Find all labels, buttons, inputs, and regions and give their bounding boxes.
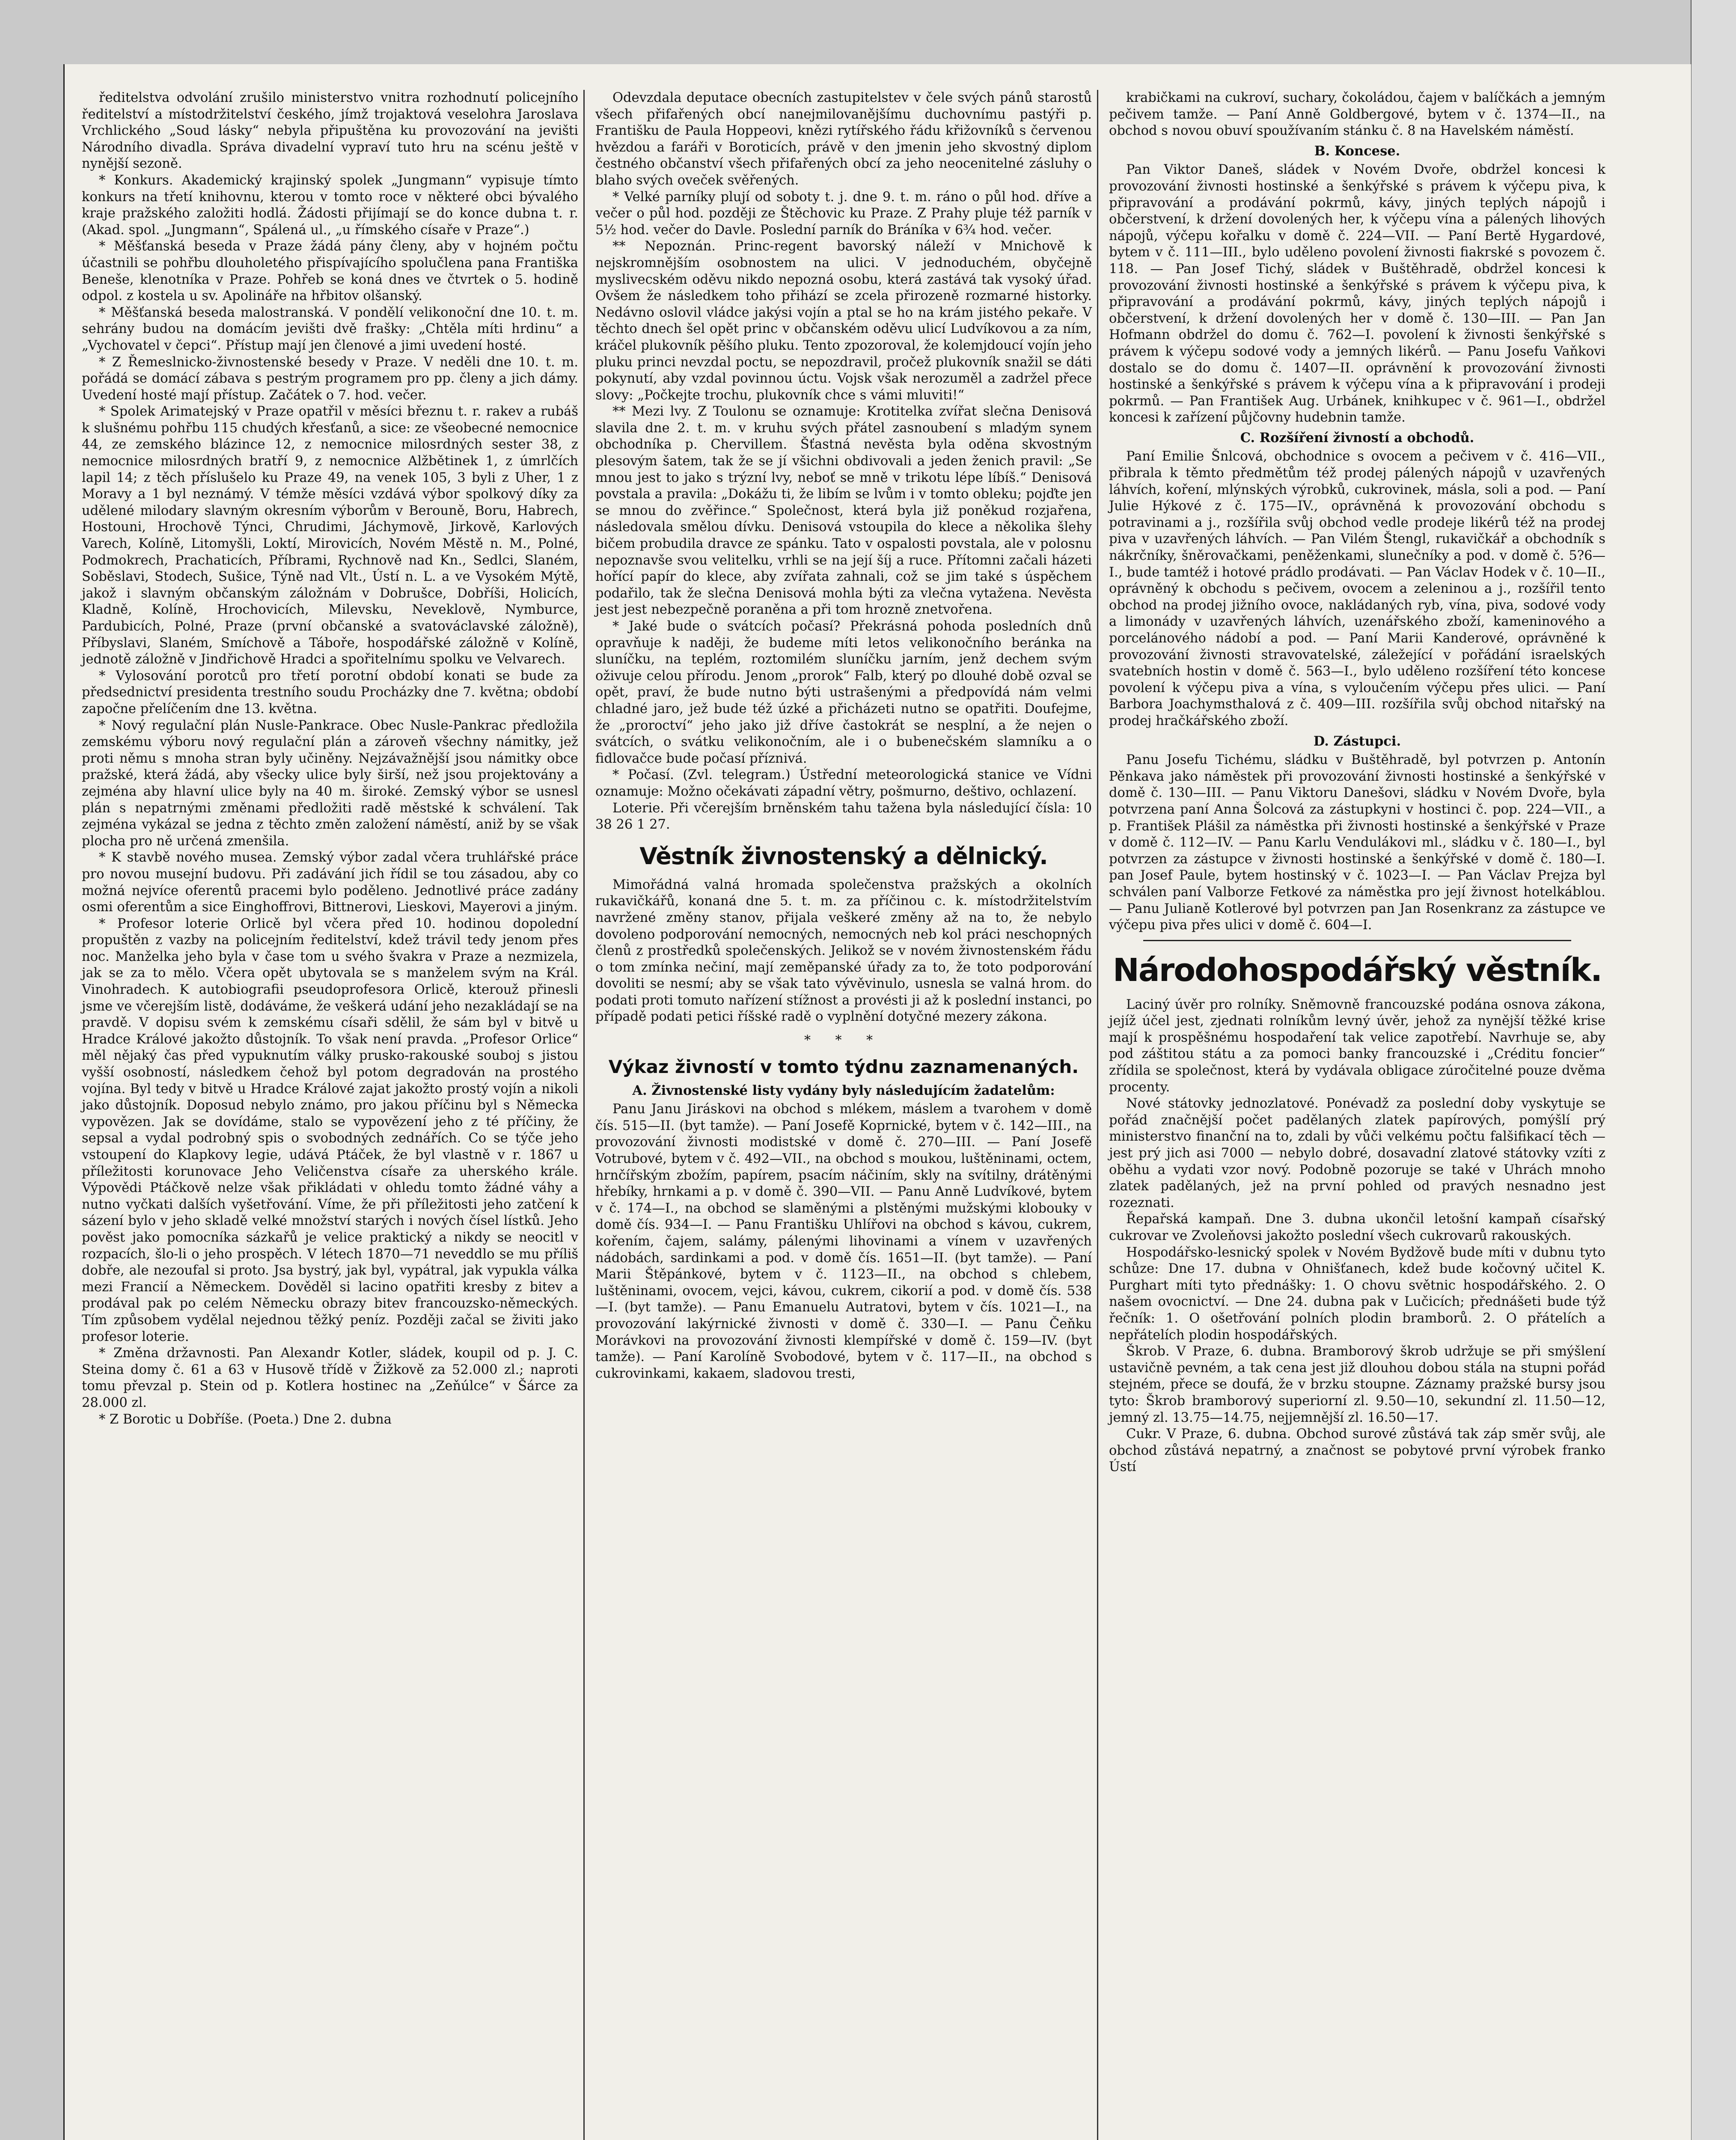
- paragraph: * Konkurs. Akademický krajinský spolek „Jungmann“ vypisuje tímto konkurs na třetí knihovnu, kterou v tomto roce v některé obci bývalého kraje pražského založiti hodlá. Žádosti přijímají se do konce dubna t. r. (Akad. spol. „Jungmann“, Spálená ul., „u římského císaře v Praze“.): [82, 172, 578, 238]
- paragraph: Paní Emilie Šnlcová, obchodnice s ovocem a pečivem v č. 416—VII., přibrala k těmto předmětům též prodej pálených nápojů v uzavřených láhvích, koření, mlýnských výrobků, cukrovinek, másla, soli a pod. — Paní Julie Hýkové z č. 175—IV., oprávněná k provozování obchodu s potravinami a j., rozšířila svůj obchod vedle prodeje likérů též na prodej piva v uzavřených láhvích. — Pan Vilém Štengl, rukavičkář a obchodník s nákrčníky, šněrovačkami, peněženkami, slunečníky a pod. v domě č. 5?6—I., bude tamtéž i hotové prádlo prodávati. — Pan Václav Hodek v č. 10—II., oprávněný k obchodu s pečivem, ovocem a zeleninou a j., rozšířil tento obchod na prodej jižního ovoce, nakládaných ryb, vína, piva, sodové vody a limonády v uzavřených láhvích, uzenářského zboží, kameninového a porcelánového nádobí a pod. — Paní Marii Kanderové, oprávněné k provozování živnosti stravovatelské, záležející v pořádání israelských svatebních hostin v domě č. 563—I., bylo uděleno rozšíření této koncese povolení k výčepu piva a vína, s vyloučením výčepu přes ulici. — Paní Barbora Joachymsthalová z č. 409—III. rozšířila svůj obchod nitařský na prodej hračkářského zboží.: [1109, 449, 1605, 728]
- paragraph: * Počasí. (Zvl. telegram.) Ústřední meteorologická stanice ve Vídni oznamuje: Možno očekávati západní větry, pošmurno, deštivo, ochlazení.: [595, 767, 1092, 799]
- paragraph: * Spolek Arimatejský v Praze opatřil v měsíci březnu t. r. rakev a rubáš k slušnému pohřbu 115 chudých křesťanů, a sice: ze všeobecné nemocnice 44, ze zemského blázince 12, z nemocnice milosrdných sester 38, z nemocnice milosrdných bratří 9, z nemocnice Alžbětinek 1, z úmrlčích lapil 14; z těch příslušelo ku Praze 49, na venek 105, 3 byli z Uher, 1 z Moravy a 1 byl neznámý. V témže měsíci vzdává výbor spolkový díky za udělené milodary slavným okresním výborům v Berouně, Boru, Habrech, Hostouni, Hrochově Týnci, Chrudimi, Jáchymově, Jirkově, Karlových Varech, Kolíně, Litomyšli, Loktí, Mirovicích, Novém Městě n. M., Polné, Podmokrech, Prachaticích, Příbrami, Rychnově nad Kn., Sedlci, Slaném, Soběslavi, Stodech, Sušice, Týně nad Vlt., Ústí n. L. a ve Vysokém Mýtě, jakož i slavným občanským záložnám v Dobrušce, Dobříši, Holicích, Kladně, Kolíně, Hrochovicích, Milevsku, Neveklově, Nymburce, Pardubicích, Polné, Praze (první občanské a svatováclavské záložně), Příbyslavi, Slaném, Smíchově a Táboře, hospodářské záložně v Kolíně, jednotě záložně v Jindřichově Hradci a spořitelnímu spolku ve Velvarech.: [82, 404, 578, 667]
- paragraph: * Změna državnosti. Pan Alexandr Kotler, sládek, koupil od p. J. C. Steina domy č. 61 a 63 v Husově třídě v Žižkově za 52.000 zl.; naproti tomu převzal p. Stein od p. Kotlera hostinec na „Zeňúlce“ v Šárce za 28.000 zl.: [82, 1346, 578, 1410]
- paragraph: Laciný úvěr pro rolníky. Sněmovně francouzské podána osnova zákona, jejíž účel jest, zjednati rolníkům levný úvěr, jehož za nynější těžké krise mají k prospěšnému hospodaření tak velice zapotřebí. Navrhuje se, aby pod záštitou státu a za pomoci banky francouzské i „Créditu foncier“ zřídila se společnost, která by vydávala obligace zúročitelné pouze dvěma procenty.: [1109, 997, 1605, 1095]
- newspaper-page: [63, 64, 1691, 2140]
- column-1: [82, 90, 578, 1428]
- paragraph: ** Mezi lvy. Z Toulonu se oznamuje: Krotitelka zvířat slečna Denisová slavila dne 2. t. m. v kruhu svých přátel zasnoubení s mladým synem obchodníka p. Chervillem. Šťastná nevěsta byla oděna skvostným plesovým šatem, tak že se jí všichni obdivovali a jeden ženich pravil: „Se mnou jest to jako s trýzní lvy, neboť se mně v trikotu lépe líbíš.“ Denisová povstala a pravila: „Dokážu ti, že libím se lvům i v tomto obleku; pojďte jen se mnou do zvěřince.“ Společnost, která byla již poněkud rozjařena, následovala smělou dívku. Denisová vstoupila do klece a několika šlehy bičem probudila dravce ze spánku. Tato v ospalosti povstala, ale v polosnu nepoznavše svou velitelku, vrhli se na její šíj a ruce. Přítomni začali házeti hořící papír do klece, aby zvířata zahnali, což se jim také s úspěchem podařilo, tak že slečna Denisová mohla býti za vlečna vytažena. Nevěsta jest jest nebezpečně poraněna a při tom hrozně znetvořena.: [595, 404, 1092, 618]
- paragraph: * Profesor loterie Orlicě byl včera před 10. hodinou dopolední propuštěn z vazby na policejním ředitelství, kdež trávil tedy jenom přes noc. Manželka jeho byla v čase tom u svého švakra v Praze a nezmizela, jak se za to mělo. Včera opět ubytovala se s manželem svým na Král. Vinohradech. K autobiografii pseudoprofesora Orlicě, kterouž přinesli jsme ve včerejším listě, dodáváme, že veškerá udání jeho nezakládají se na pravdě. V dopisu svém k zemskému císaři sdělil, že sám byl v bitvě u Hradce Králové jakožto důstojník. To však není pravda. „Profesor Orlice“ měl nějaký čas před vypuknutím války prusko-rakouské souboj s jistou vyšší osobností, následkem čehož byl potom degradován na prostého vojína. Byl tedy v bitvě u Hradce Králové zajat jakožto prostý vojín a nikoli jako důstojník. Doposud nebylo známo, pro jakou příčinu byl s Německa vypovězen. Jak se dovídáme, stalo se vypovězení jeho z té příčiny, že sepsal a vydal podrobný spis o svobodných zednářích. Co se týče jeho vstoupení do Klapkovy legie, udává Ptáček, že byl vlastně v r. 1867 u příležitosti korunovace Jeho Veličenstva císaře za uherského krále. Výpovědi Ptáčkově nelze však přikládati v ohledu tomto žádné váhy a nutno vyčkati dalších vyšetřování. Víme, že při příležitosti jeho zatčení k sázení bylo v jeho skladě velké množství starých i nových čísel lístků. Jeho pověst jako pomocníka sázkařů je velice praktický a nikdy se neocitl v rozpacích, šlo-li o jeho prospěch. V létech 1870—71 neveddlo se mu příliš dobře, ale nezoufal si proto. Jsa bystrý, jak byl, vypátral, jak vypukla válka mezi Francií a Německem. Dověděl si lacino opatřiti kresby z bitev a prodával pak po celém Německu obrazy bitev francouzsko-německých. Tím způsobem vydělal nejednou těžký peníz. Později začal se živiti jako profesor loterie.: [82, 916, 578, 1344]
- paragraph: krabičkami na cukroví, suchary, čokoládou, čajem v balíčkách a jemným pečivem tamže. — Paní Anně Goldbergové, bytem v č. 1374—II., na obchod s novou obuví spoužívaním stánku č. 8 na Havelském náměstí.: [1109, 90, 1605, 139]
- paragraph: Řepařská kampaň. Dne 3. dubna ukončil letošní kampaň císařský cukrovar ve Zvoleňovsi jakožto poslední všech cukrovarů rakouských.: [1109, 1212, 1605, 1243]
- section-title-vestnik-zivnostensky: Věstník živnostenský a dělnický.: [639, 842, 1048, 870]
- paragraph: * Měšťanská beseda malostranská. V pondělí velikonoční dne 10. t. m. sehrány budou na domácím jevišti dvě frašky: „Chtěla míti hrdinu“ a „Vychovatel v čepci“. Přístup mají jen členové a jimi uvedení hosté.: [82, 305, 578, 353]
- column-rule: [583, 90, 585, 2140]
- paragraph: Panu Janu Jiráskovi na obchod s mlékem, máslem a tvarohem v domě čís. 515—II. (byt tamže). — Paní Josefě Koprnické, bytem v č. 142—III., na provozování živnosti modistské v domě č. 270—III. — Paní Josefě Votrubové, bytem v č. 492—VII., na obchod s moukou, luštěninami, octem, hrnčířským zbožím, papírem, psacím náčiním, skly na svítilny, drátěnými hřebíky, hrnkami a p. v domě č. 390—VII. — Panu Anně Ludvíkové, bytem v č. 174—I., na obchod se slaměnými a plstěnými mužskými klobouky v domě čís. 934—I. — Panu Františku Uhlířovi na obchod s kávou, cukrem, kořením, čajem, salámy, pálenými lihovinami a vínem v uzavřených nádobách, sardinkami a pod. v domě čís. 1651—II. (byt tamže). — Paní Marii Štěpánkové, bytem v č. 1123—II., na obchod s chlebem, luštěninami, ovocem, vejci, kávou, cukrem, cikorií a pod. v domě čís. 538—I. (byt tamže). — Panu Emanuelu Autratovi, bytem v čís. 1021—I., na provozování lakýrnické živnosti v domě č. 330—I. — Panu Čeňku Morávkovi na provozování živnosti klempířské v domě č. 159—IV. (byt tamže). — Paní Karolíně Svobodové, bytem v č. 117—II., na obchod s cukrovinkami, kakaem, sladovou tresti,: [595, 1102, 1092, 1381]
- paragraph: * Jaké bude o svátcích počasí? Překrásná pohoda posledních dnů opravňuje k naději, že budeme míti letos velikonočního beránka na sluníčku, na teplém, roztomilém sluníčku jarním, jenž dechem svým oživuje celou přírodu. Jenom „prorok“ Falb, který po dlouhé době ozval se opět, praví, že bude nutno býti ustrašenými a předpovídá nám velmi chladné jaro, jež bude též úzké a přicházeti nutno se opatřiti. Doufejme, že „proroctví“ jeho jako již dříve častokrát se nesplní, a že nejen o svátcích, o svátku velikonočním, ale i o bubenečském slamníku a o fidlovačce bude počasí příznivá.: [595, 619, 1092, 766]
- paragraph: * Z Borotic u Dobříše. (Poeta.) Dne 2. dubna: [99, 1412, 392, 1427]
- paragraph: Škrob. V Praze, 6. dubna. Bramborový škrob udržuje se při smýšlení ustavičně pevném, a tak cena jest již dlouhou dobou stála na stupni pořád stejném, přece se doufá, že v brzku stoupne. Záznamy pražské bursy jsou tyto: Škrob bramborový superiorní zl. 9.50—10, sekundní zl. 11.50—12, jemný zl. 13.75—14.75, nejjemnější zl. 16.50—17.: [1109, 1344, 1605, 1425]
- page-edge: [1691, 0, 1736, 2140]
- paragraph: Panu Josefu Tichému, sládku v Buštěhradě, byl potvrzen p. Antonín Pěnkava jako náměstek při provozování živnosti hostinské a šenkýřské v domě č. 130—III. — Panu Viktoru Danešovi, sládku v Novém Dvoře, byla potvrzena paní Anna Šolcová za zástupkyni v hostinci č. pop. 224—VII., a p. František Plášil za náměstka při živnosti hostinské a šenkýřské v Praze v domě č. 112—IV. — Panu Karlu Vendulákovi ml., sládku v č. 180—I., byl potvrzen za zástupce v živnosti hostinské a šenkýřské v domě č. 180—I. pan Josef Paule, bytem hostinský v č. 1023—I. — Pan Václav Prejza byl schválen paní Valborze Fetkové za náměstka pro její živnost hotelkáblou. — Panu Julianě Kotlerové byl potvrzen pan Jan Rosenkranz za zástupce ve výčepu piva přes ulici v domě č. 604—I.: [1109, 752, 1605, 933]
- column-rule: [1097, 90, 1098, 2140]
- divider: [1143, 940, 1571, 941]
- paragraph: Odevzdala deputace obecních zastupitelstev v čele svých pánů starostů všech přifařených obcí nanejmilovanějšímu duchovnímu pastýři p. Františku de Paula Hoppeovi, knězi rytířského řádu křižovníků s červenou hvězdou a faráři v Boroticích, právě v den jmenin jeho skvostný diplom čestného občanství všech přifařených obcí za jeho neocenitelné zásluhy o blaho svých oveček svěřených.: [595, 90, 1092, 188]
- paragraph: Mimořádná valná hromada společenstva pražských a okolních rukavičkářů, konaná dne 5. t. m. za příčinou c. k. místodržitelstvím navržené změny stanov, přijala veškeré změny až na to, že nebylo dovoleno podporování nemocných, nemocných neb kol práci neschopných členů z prostředků společenských. Jelikož se v novém živnostenském řádu o tom zmínka nečiní, mají zeměpanské úřady za to, že toto podporování dovoliti se nesmí; aby se však tato vývěvinulo, usnesla se valná hrom. do podati proti tomuto nařízení stížnost a provésti ji až k poslední instanci, po případě podati petici říšské radě o vyplnění dotyčné mezery zákona.: [595, 877, 1092, 1025]
- paragraph: ředitelstva odvolání zrušilo ministerstvo vnitra rozhodnutí policejního ředitelství a místodržitelství českého, jímž trojaktová veselohra Jaroslava Vrchlického „Soud lásky“ nebyla připuštěna ku provozování na jevišti Národního divadla. Správa divadelní vypraví tuto hru na scénu ještě v nynější sezoně.: [82, 90, 578, 172]
- paragraph: Nové státovky jednozlatové. Ponévadž za poslední doby vyskytuje se pořád značnější počet padělaných zlatek papírových, pomýšlí prý ministerstvo finanční na to, zdali by vůči velkému počtu falšifikací těch — jest prý jich asi 7000 — nebylo dobré, dosavadní zlatové státovky vzíti z oběhu a vydati vzor nový. Podobně pozoruje se také v Uhrách mnoho zlatek padělaných, jež na první pohled od pravých nesnadno jest rozeznati.: [1109, 1096, 1605, 1210]
- subhead-koncese: B. Koncese.: [1314, 143, 1400, 159]
- subhead-rozsireni: C. Rozšíření živností a obchodů.: [1240, 430, 1474, 446]
- paragraph: Loterie. Při včerejším brněnském tahu tažena byla následující čísla: 10 38 26 1 27.: [595, 800, 1092, 832]
- paragraph: * Z Řemeslnicko-živnostenské besedy v Praze. V neděli dne 10. t. m. pořádá se domácí zábava s pestrým programem pro pp. členy a jich dámy. Uvedení hosté mají přístup. Začátek o 7. hod. večer.: [82, 354, 578, 403]
- paragraph: * Vylosování porotců pro třetí porotní období konati se bude za předsednictví presidenta trestního soudu Procházky dne 7. května; období započne přelíčením dne 13. května.: [82, 668, 578, 716]
- paragraph: Hospodářsko-lesnický spolek v Novém Bydžově bude míti v dubnu tyto schůze: Dne 17. dubna v Ohnišťanech, kdež bude kočovný učitel K. Purghart míti tyto přednášky: 1. O chovu světnic hospodářského. 2. O našem ovocnictví. — Dne 24. dubna pak v Lučicích; přednášeti bude týž řečník: 1. O ošetřování polních plodin bramborů. 2. O přátelích a nepřátelích plodin hospodářských.: [1109, 1245, 1605, 1343]
- report-subhead: A. Živnostenské listy vydány byly následujícím žadatelům:: [632, 1082, 1055, 1098]
- paragraph: * K stavbě nového musea. Zemský výbor zadal včera truhlářské práce pro novou musejní budovu. Při zadávání jich řídil se tou zásadou, aby co možná nejvíce oferentů pracemi bylo poděleno. Jednotlivé práce zadány osmi oferentům a sice Einghoffrovi, Bittnerovi, Lieskovi, Mayerovi a jiným.: [82, 850, 578, 915]
- paragraph: * Nový regulační plán Nusle-Pankrace. Obec Nusle-Pankrac předložila zemskému výboru nový regulační plán a zároveň všechny námitky, jež proti němu s mnoha stran byly učiněny. Nejzávažnější jsou námitky obce pražské, která žádá, aby všecky ulice byly širší, než jsou projektovány a zejména aby hlavní ulice byly na 40 m. široké. Zemský výbor se usnesl plán s nepatrnými změnami předložiti radě městské k schválení. Tak zejména vykázal se jedna z těchto změn založení náměstí, aniž by se však plocha pro ně určená zmenšila.: [82, 718, 578, 849]
- section-title-narodohospodarsky: Národohospodářský věstník.: [1112, 951, 1602, 989]
- paragraph: Cukr. V Praze, 6. dubna. Obchod surové zůstává tak záp směr svůj, ale obchod zůstává nepatrný, a značnost se pobytové první výrobek franko Ústí: [1109, 1427, 1605, 1475]
- paragraph: ** Nepoznán. Princ-regent bavorský náleží v Mnichově k nejskromnějším osobnostem na ulici. V jednoduchém, obyčejně myslivecském oděvu nikdo nepozná osobu, která zastává tak vysoký úřad. Ovšem že následkem toho přihází se zcela přirozeně rozmarné historky. Nedávno oslovil vládce jakýsi vojín a ptal se ho na krám jistého pekaře. V těchto dnech šel opět princ v občanském oděvu ulicí Ludvíkovou a za ním, kráčel plukovník pěšího pluku. Tento zpozoroval, že kolemjdoucí vojín jeho pluku princi nevzdal poctu, se nepozdravil, pročež plukovník snažil se dáti pokynutí, aby vzdal povinnou úctu. Vojsk však nerozuměl a zadržel přece slovy: „Počkejte trochu, plukovník chce s vámi mluviti!“: [595, 239, 1092, 403]
- paragraph: * Měšťanská beseda v Praze žádá pány členy, aby v hojném počtu účastnili se pohřbu dlouholetého přispívajícího spolučlena pana Františka Beneše, klenotníka v Praze. Pohřeb se koná dnes ve čtvrtek o 5. hodině odpol. z kostela u sv. Apolináře na hřbitov olšanský.: [82, 239, 578, 304]
- report-title: Výkaz živností v tomto týdnu zaznamenaných.: [608, 1056, 1079, 1077]
- separator-stars: * * *: [804, 1033, 883, 1048]
- paragraph: Pan Viktor Daneš, sládek v Novém Dvoře, obdržel koncesi k provozování živnosti hostinské a šenkýřské s právem k výčepu piva, k připravování a prodávání pokrmů, kávy, jiných teplých nápojů i občerstvení, k držení dovolených her, k výčepu vína a pálených lihových nápojů, výčepu kořalku v domě č. 224—VII. — Paní Bertě Hygardové, bytem v č. 111—III., bylo uděleno povolení živnosti fiakrské s povozem č. 118. — Pan Josef Tichý, sládek v Buštěhradě, obdržel koncesi k provozování živnosti hostinské a šenkýřské s právem k výčepu piva, k připravování a prodávání pokrmů, kávy, jiných teplých nápojů i občerstvení, k držení dovolených her v domě č. 130—III. — Pan Jan Hofmann obdržel do domu č. 762—I. povolení k živnosti šenkýřské s právem k výčepu sodové vody a jemných likérů. — Panu Josefu Vaňkovi dostalo se do domu č. 1407—II. oprávnění k provozování živnosti hostinské a šenkýřské s právem k výčepu vína a k připravování i prodeji pokrmů. — Pan František Aug. Urbánek, knihkupec v č. 961—I., obdržel koncesi k zařízení půjčovny hudebnin tamže.: [1109, 162, 1605, 425]
- paragraph: * Velké parníky plují od soboty t. j. dne 9. t. m. ráno o půl hod. dříve a večer o půl hod. později ze Štěchovic ku Praze. Z Prahy pluje též parník v 5½ hod. večer do Davle. Poslední parník do Bráníka v 6¾ hod. večer.: [595, 189, 1092, 238]
- column-2: [595, 90, 1092, 1382]
- column-3: [1109, 90, 1605, 1476]
- subhead-zastupci: D. Zástupci.: [1313, 733, 1401, 749]
